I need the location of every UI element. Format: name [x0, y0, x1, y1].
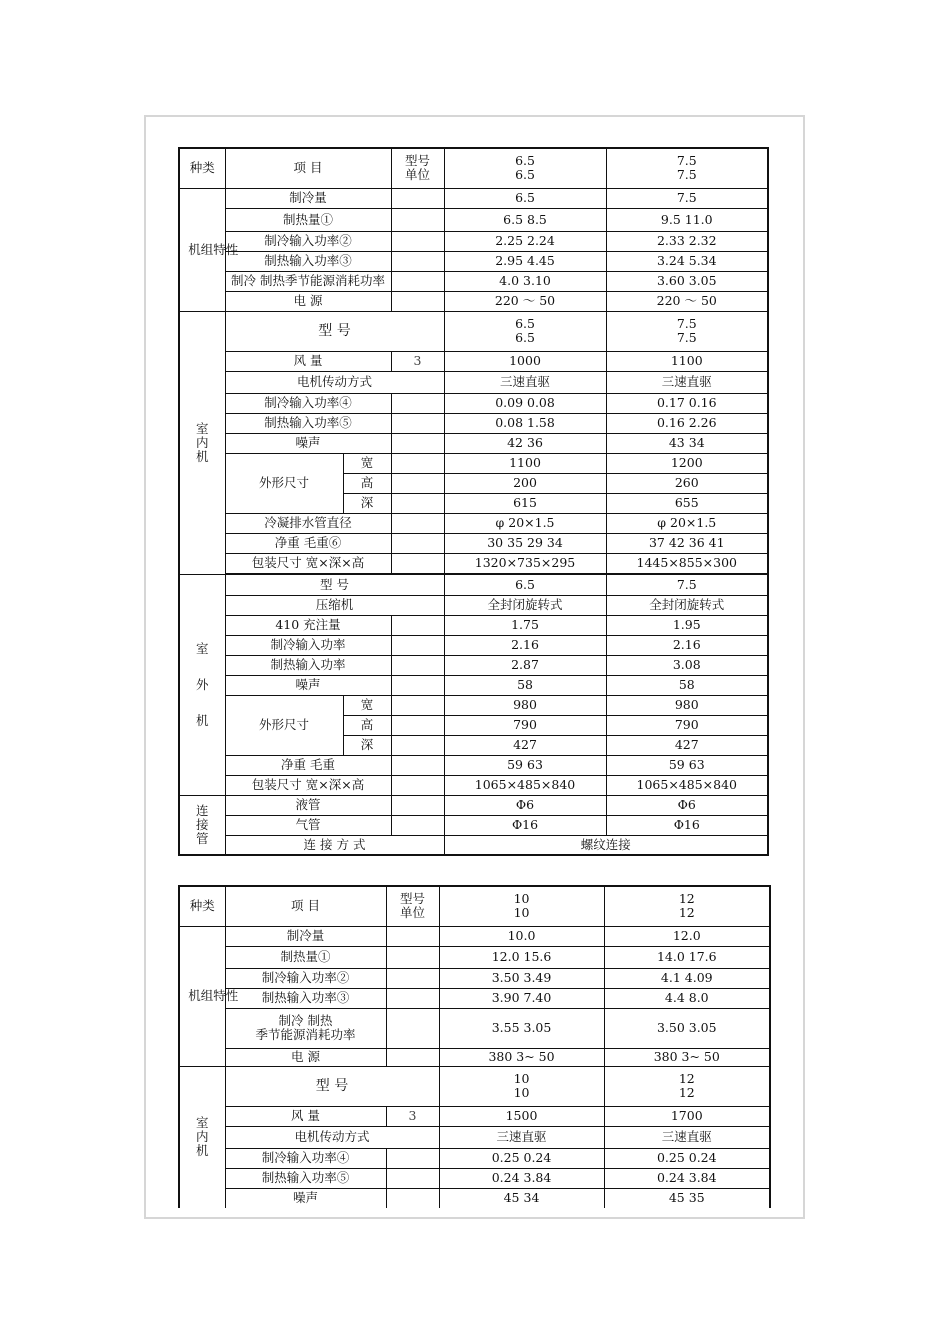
value-cell: 1000 [444, 351, 606, 371]
value-cell: 4.1 4.09 [604, 968, 770, 988]
unit-cell [391, 433, 444, 453]
model-header [606, 148, 768, 188]
table-row [179, 635, 768, 655]
value-cell: 1.75 [444, 615, 606, 635]
value-cell: 0.17 0.16 [606, 393, 768, 413]
unit-cell [391, 755, 444, 775]
category-label: 管 [195, 830, 209, 846]
row-label: 气管 [225, 815, 391, 835]
value-cell: Φ6 [444, 795, 606, 815]
model-header [439, 886, 604, 926]
table-row [179, 291, 768, 311]
category-label: 外 [195, 676, 209, 692]
row-label: 净重 毛重⑥ [225, 533, 391, 553]
value-cell: 6.5 8.5 [444, 208, 606, 231]
table-row [179, 413, 768, 433]
value-cell: 7.5 [606, 188, 768, 208]
value-cell: 427 [606, 735, 768, 755]
table-row [179, 835, 768, 855]
row-label-line: 季节能源消耗功率 [255, 1027, 356, 1042]
value-cell: 0.24 3.84 [604, 1168, 770, 1188]
row-label: 噪声 [225, 675, 391, 695]
table-row [179, 533, 768, 553]
value-cell: 7.5 [606, 574, 768, 595]
unit-cell [386, 1048, 439, 1066]
value-cell: Φ16 [444, 815, 606, 835]
row-label: 制冷输入功率② [225, 231, 391, 251]
row-label: 型 号 [225, 574, 444, 595]
value-cell: 全封闭旋转式 [444, 595, 606, 615]
category-label: 连 [195, 802, 209, 818]
unit-cell [391, 553, 444, 573]
value-cell: 三速直驱 [606, 371, 768, 393]
unit-cell [391, 655, 444, 675]
row-label: 包装尺寸 宽×深×高 [225, 775, 391, 795]
value-cell: 3.90 7.40 [439, 988, 604, 1008]
unit-label: 单位 [400, 905, 426, 921]
table-row [179, 615, 768, 635]
item-header: 项 目 [225, 886, 386, 926]
row-label: 风 量 [225, 351, 391, 371]
unit-cell [391, 635, 444, 655]
row-label-line: 制冷 制热 [278, 1013, 333, 1028]
value-cell: 三速直驱 [439, 1126, 604, 1148]
value-cell: 655 [606, 493, 768, 513]
category-label: 室 [195, 640, 209, 656]
table-row [179, 453, 768, 473]
value-cell: 3.50 3.05 [604, 1008, 770, 1048]
value-cell: 43 34 [606, 433, 768, 453]
unit-cell [386, 1168, 439, 1188]
value-cell: 4.0 3.10 [444, 271, 606, 291]
model-value: 6.5 [515, 330, 535, 345]
value-cell: 790 [606, 715, 768, 735]
row-label: 制冷量 [225, 926, 386, 946]
row-label: 电 源 [225, 291, 391, 311]
model-value: 10 [513, 905, 530, 921]
model-value: 6.5 [515, 153, 535, 169]
value-cell: 6.5 [444, 188, 606, 208]
row-label: 外形尺寸 [225, 453, 343, 513]
unit-cell [386, 968, 439, 988]
value-cell: 980 [444, 695, 606, 715]
row-label: 噪声 [225, 1188, 386, 1208]
row-label: 制热输入功率⑤ [225, 1168, 386, 1188]
table-row [179, 1048, 770, 1066]
row-label: 制冷输入功率④ [225, 1148, 386, 1168]
unit-cell [391, 393, 444, 413]
value-cell: 260 [606, 473, 768, 493]
row-label: 制热量① [225, 208, 391, 231]
category-header: 种类 [179, 886, 225, 926]
value-cell [444, 311, 606, 351]
row-label: 制热输入功率 [225, 655, 391, 675]
category-label: 机 [195, 448, 209, 464]
model-header [604, 886, 770, 926]
table-row [179, 393, 768, 413]
value-cell: 37 42 36 41 [606, 533, 768, 553]
category-label: 室 [195, 420, 209, 436]
table-row [179, 574, 768, 595]
unit-cell [386, 1148, 439, 1168]
table-row [179, 695, 768, 715]
value-cell: 6.5 [444, 574, 606, 595]
table-row [179, 1148, 770, 1168]
value-cell: 0.16 2.26 [606, 413, 768, 433]
table-row [179, 795, 768, 815]
dim-label: 深 [343, 493, 391, 513]
value-cell: 螺纹连接 [444, 835, 768, 855]
model-label: 型号 [400, 891, 426, 907]
indoor-category-cell [179, 311, 225, 574]
row-label: 外形尺寸 [225, 695, 343, 755]
row-label [225, 1008, 386, 1048]
value-cell: 3.60 3.05 [606, 271, 768, 291]
category-label: 机组特性 [188, 988, 239, 1003]
unit-cell [386, 926, 439, 946]
row-label: 制冷 制热季节能源消耗功率 [225, 271, 391, 291]
row-label: 型 号 [225, 311, 444, 351]
model-header [444, 148, 606, 188]
dim-label: 高 [343, 473, 391, 493]
model-value: 12 [678, 891, 695, 907]
row-label: 型 号 [225, 1066, 439, 1106]
outdoor-category-cell [179, 574, 225, 795]
table-row [179, 371, 768, 393]
value-cell: 42 36 [444, 433, 606, 453]
table-row [179, 946, 770, 968]
value-cell: 14.0 17.6 [604, 946, 770, 968]
value-cell: 45 35 [604, 1188, 770, 1208]
value-cell: 3.50 3.49 [439, 968, 604, 988]
value-cell: 2.33 2.32 [606, 231, 768, 251]
unit-cell [391, 271, 444, 291]
row-label: 压缩机 [225, 595, 444, 615]
value-cell: 全封闭旋转式 [606, 595, 768, 615]
unit-cell [391, 513, 444, 533]
model-value: 7.5 [676, 153, 697, 169]
unit-cell [391, 291, 444, 311]
model-value: 7.5 [676, 330, 697, 345]
table-row [179, 1188, 770, 1208]
category-header: 种类 [179, 148, 225, 188]
unit-cell [391, 815, 444, 835]
row-label: 制热输入功率③ [225, 251, 391, 271]
value-cell: 1100 [606, 351, 768, 371]
model-value: 10 [513, 891, 530, 907]
value-cell: 1065×485×840 [606, 775, 768, 795]
model-value: 10 [513, 1085, 530, 1100]
category-label: 室 [195, 1115, 209, 1131]
value-cell: 980 [606, 695, 768, 715]
unit-cell [391, 675, 444, 695]
category-label: 接 [195, 816, 209, 832]
dim-label: 深 [343, 735, 391, 755]
value-cell [604, 1066, 770, 1106]
item-header: 项 目 [225, 148, 391, 188]
value-cell: 3.24 5.34 [606, 251, 768, 271]
value-cell: 2.95 4.45 [444, 251, 606, 271]
table-row [179, 968, 770, 988]
unit-cell [386, 988, 439, 1008]
model-value: 12 [678, 905, 695, 921]
table-header-row [179, 886, 770, 926]
table-row [179, 1126, 770, 1148]
value-cell: 1500 [439, 1106, 604, 1126]
pipe-category-cell [179, 795, 225, 855]
value-cell: 3.55 3.05 [439, 1008, 604, 1048]
table-row [179, 188, 768, 208]
table-row [179, 1106, 770, 1126]
row-label: 连 接 方 式 [225, 835, 444, 855]
table-row [179, 433, 768, 453]
value-cell: 220 ～ 50 [444, 291, 606, 311]
spec-table-1 [178, 147, 769, 856]
table-row [179, 231, 768, 251]
row-label: 制热量① [225, 946, 386, 968]
value-cell: 三速直驱 [604, 1126, 770, 1148]
category-label: 机 [195, 712, 209, 728]
row-label: 噪声 [225, 433, 391, 453]
unit-cell [391, 251, 444, 271]
row-label: 制冷输入功率② [225, 968, 386, 988]
value-cell: 10.0 [439, 926, 604, 946]
table-row [179, 1008, 770, 1048]
row-label: 包装尺寸 宽×深×高 [225, 553, 391, 573]
indoor-category-cell [179, 1066, 225, 1208]
unit-cell [386, 1008, 439, 1048]
table-row [179, 988, 770, 1008]
table-row [179, 351, 768, 371]
value-cell: 3.08 [606, 655, 768, 675]
value-cell: Φ6 [606, 795, 768, 815]
value-cell: 2.16 [444, 635, 606, 655]
table-row [179, 926, 770, 946]
row-label: 制冷输入功率 [225, 635, 391, 655]
unit-cell [391, 775, 444, 795]
dim-label: 宽 [343, 453, 391, 473]
value-cell: 0.24 3.84 [439, 1168, 604, 1188]
model-unit-header [391, 148, 444, 188]
model-value: 10 [513, 1071, 530, 1086]
value-cell: φ 20×1.5 [444, 513, 606, 533]
model-label: 型号 [405, 153, 431, 169]
row-label: 冷凝排水管直径 [225, 513, 391, 533]
table-row [179, 1066, 770, 1106]
value-cell: 12.0 [604, 926, 770, 946]
value-cell: 2.87 [444, 655, 606, 675]
value-cell: 59 63 [444, 755, 606, 775]
value-cell: 427 [444, 735, 606, 755]
value-cell: 380 3~ 50 [604, 1048, 770, 1066]
model-value: 6.5 [515, 316, 535, 331]
unit-cell [391, 695, 444, 715]
value-cell: 58 [606, 675, 768, 695]
row-label: 制冷输入功率④ [225, 393, 391, 413]
value-cell: 0.25 0.24 [439, 1148, 604, 1168]
category-label: 机组特性 [188, 241, 239, 257]
row-label: 电机传动方式 [225, 1126, 439, 1148]
row-label: 净重 毛重 [225, 755, 391, 775]
model-unit-header [386, 886, 439, 926]
value-cell: 200 [444, 473, 606, 493]
row-label: 液管 [225, 795, 391, 815]
unit-cell [391, 413, 444, 433]
category-label: 内 [195, 434, 209, 450]
row-label: 制热输入功率⑤ [225, 413, 391, 433]
value-cell: 1.95 [606, 615, 768, 635]
value-cell: 4.4 8.0 [604, 988, 770, 1008]
unit-cell [391, 715, 444, 735]
unit-cell [391, 473, 444, 493]
value-cell: 0.25 0.24 [604, 1148, 770, 1168]
model-value: 6.5 [515, 167, 535, 183]
category-label: 机 [195, 1143, 209, 1159]
unit-cell [391, 453, 444, 473]
table-row [179, 251, 768, 271]
model-value: 7.5 [676, 167, 697, 183]
value-cell: Φ16 [606, 815, 768, 835]
table-row [179, 311, 768, 351]
table-row [179, 775, 768, 795]
unit-cell [386, 1188, 439, 1208]
table-row [179, 675, 768, 695]
table-row [179, 1168, 770, 1188]
unit-cell: 3 [386, 1106, 439, 1126]
row-label: 410 充注量 [225, 615, 391, 635]
value-cell [606, 311, 768, 351]
value-cell: φ 20×1.5 [606, 513, 768, 533]
value-cell: 1200 [606, 453, 768, 473]
row-label: 电 源 [225, 1048, 386, 1066]
value-cell: 9.5 11.0 [606, 208, 768, 231]
value-cell: 12.0 15.6 [439, 946, 604, 968]
value-cell: 1445×855×300 [606, 553, 768, 573]
value-cell: 1700 [604, 1106, 770, 1126]
table-row [179, 595, 768, 615]
value-cell: 2.16 [606, 635, 768, 655]
unit-label: 单位 [405, 167, 431, 183]
value-cell: 1320×735×295 [444, 553, 606, 573]
model-value: 12 [678, 1085, 695, 1100]
row-label: 电机传动方式 [225, 371, 444, 393]
unit-category-cell [179, 926, 239, 1066]
value-cell: 2.25 2.24 [444, 231, 606, 251]
table-row [179, 655, 768, 675]
value-cell: 1100 [444, 453, 606, 473]
table-header-row [179, 148, 768, 188]
table-row [179, 271, 768, 291]
value-cell: 58 [444, 675, 606, 695]
value-cell [439, 1066, 604, 1106]
model-value: 12 [678, 1071, 695, 1086]
table-row [179, 553, 768, 573]
unit-cell [391, 188, 444, 208]
value-cell: 380 3~ 50 [439, 1048, 604, 1066]
table-row [179, 513, 768, 533]
unit-cell [391, 208, 444, 231]
unit-cell [391, 795, 444, 815]
value-cell: 30 35 29 34 [444, 533, 606, 553]
unit-cell [391, 231, 444, 251]
dim-label: 高 [343, 715, 391, 735]
value-cell: 0.09 0.08 [444, 393, 606, 413]
row-label: 风 量 [225, 1106, 386, 1126]
table-row [179, 208, 768, 231]
value-cell: 1065×485×840 [444, 775, 606, 795]
value-cell: 0.08 1.58 [444, 413, 606, 433]
unit-cell [391, 735, 444, 755]
category-label: 内 [195, 1129, 209, 1145]
model-value: 7.5 [676, 316, 697, 331]
unit-cell [391, 615, 444, 635]
value-cell: 45 34 [439, 1188, 604, 1208]
unit-category-cell [179, 188, 239, 311]
value-cell: 790 [444, 715, 606, 735]
value-cell: 59 63 [606, 755, 768, 775]
row-label: 制冷量 [225, 188, 391, 208]
value-cell: 220 ～ 50 [606, 291, 768, 311]
unit-cell [391, 533, 444, 553]
table-row [179, 755, 768, 775]
dim-label: 宽 [343, 695, 391, 715]
table-row [179, 815, 768, 835]
unit-cell [386, 946, 439, 968]
value-cell: 615 [444, 493, 606, 513]
spec-table-2 [178, 885, 771, 1208]
value-cell: 三速直驱 [444, 371, 606, 393]
row-label: 制热输入功率③ [225, 988, 386, 1008]
unit-cell [391, 493, 444, 513]
unit-cell: 3 [391, 351, 444, 371]
